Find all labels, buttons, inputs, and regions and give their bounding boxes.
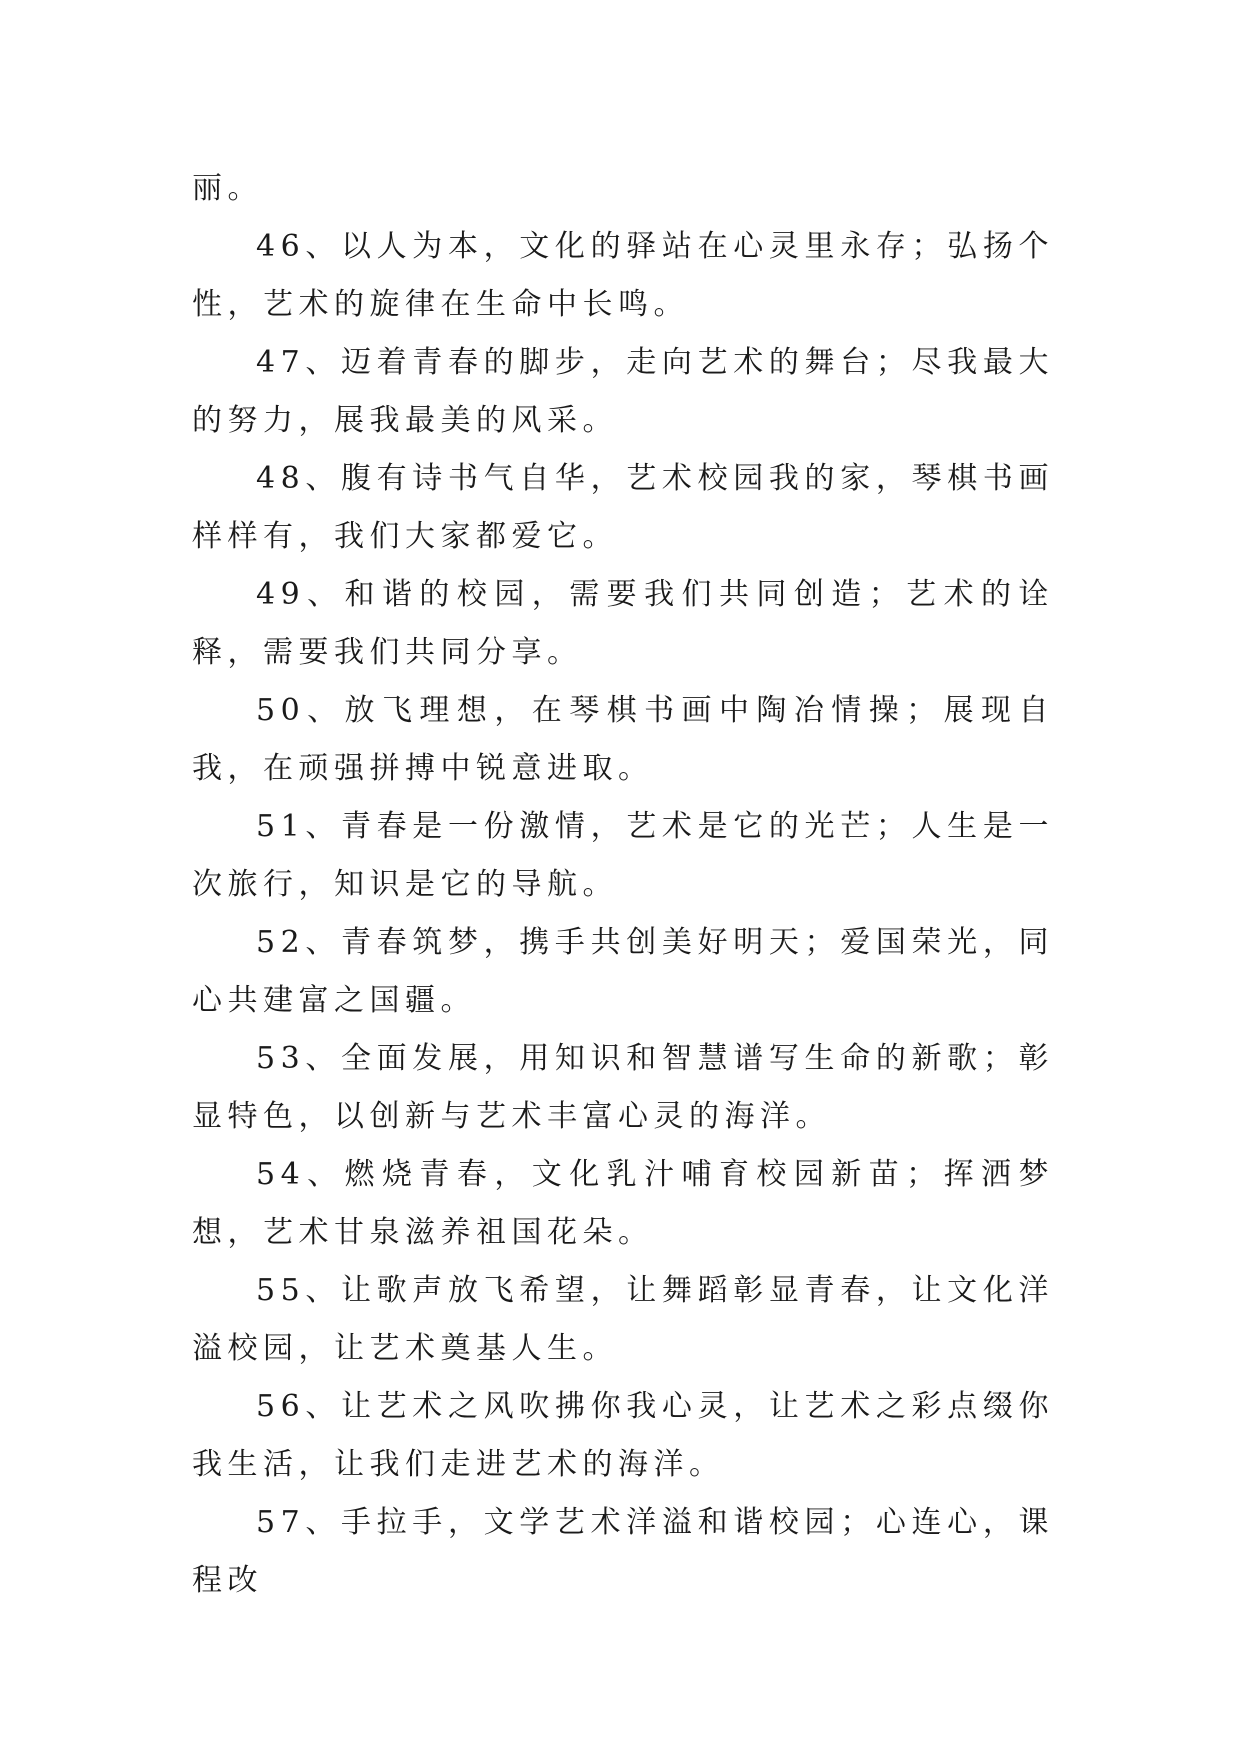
paragraph-slogan-51: 51、青春是一份激情，艺术是它的光芒；人生是一次旅行，知识是它的导航。 xyxy=(192,809,1054,902)
document-body xyxy=(192,160,1054,1610)
paragraph-slogan-52: 52、青春筑梦，携手共创美好明天；爱国荣光，同心共建富之国疆。 xyxy=(192,925,1054,1018)
paragraph-continuation: 丽。 xyxy=(192,171,263,206)
paragraph-slogan-57: 57、手拉手，文学艺术洋溢和谐校园；心连心，课程改 xyxy=(192,1505,1054,1598)
paragraph-slogan-55: 55、让歌声放飞希望，让舞蹈彰显青春，让文化洋溢校园，让艺术奠基人生。 xyxy=(192,1273,1054,1366)
paragraph-slogan-47: 47、迈着青春的脚步，走向艺术的舞台；尽我最大的努力，展我最美的风采。 xyxy=(192,345,1054,438)
paragraph-slogan-54: 54、燃烧青春，文化乳汁哺育校园新苗；挥洒梦想，艺术甘泉滋养祖国花朵。 xyxy=(192,1157,1054,1250)
paragraph-slogan-49: 49、和谐的校园，需要我们共同创造；艺术的诠释，需要我们共同分享。 xyxy=(192,577,1054,670)
paragraph-slogan-46: 46、以人为本，文化的驿站在心灵里永存；弘扬个性，艺术的旋律在生命中长鸣。 xyxy=(192,229,1054,322)
paragraph-slogan-56: 56、让艺术之风吹拂你我心灵，让艺术之彩点缀你我生活，让我们走进艺术的海洋。 xyxy=(192,1389,1054,1482)
paragraph-slogan-50: 50、放飞理想，在琴棋书画中陶冶情操；展现自我，在顽强拼搏中锐意进取。 xyxy=(192,693,1054,786)
paragraph-slogan-53: 53、全面发展，用知识和智慧谱写生命的新歌；彰显特色，以创新与艺术丰富心灵的海洋。 xyxy=(192,1041,1054,1134)
paragraph-slogan-48: 48、腹有诗书气自华，艺术校园我的家，琴棋书画样样有，我们大家都爱它。 xyxy=(192,461,1054,554)
